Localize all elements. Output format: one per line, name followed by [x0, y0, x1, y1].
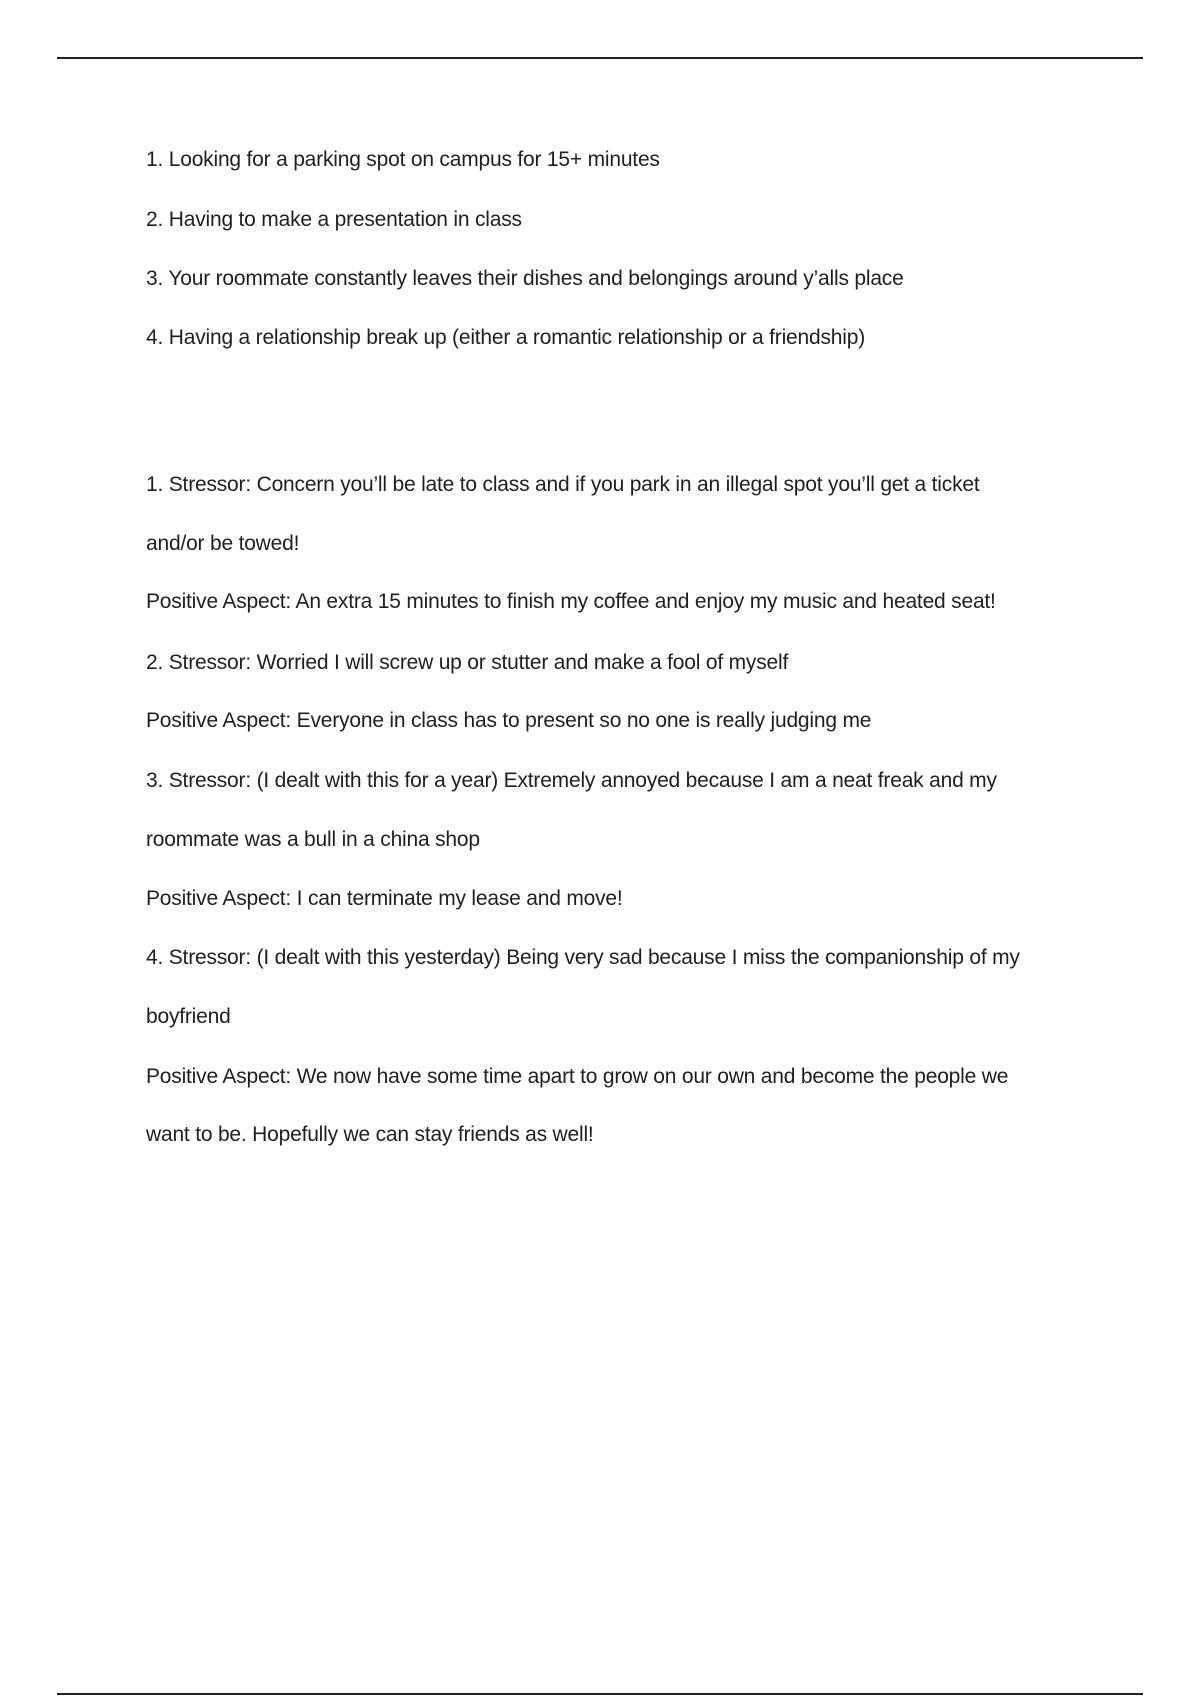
answer-line: Positive Aspect: Everyone in class has to present so no one is really judging me [146, 709, 872, 732]
list-item: 4. Having a relationship break up (either a romantic relationship or a friendship) [146, 326, 865, 349]
answer-line: 3. Stressor: (I dealt with this for a year) Extremely annoyed because I am a neat freak and my [146, 769, 997, 792]
answer-line: Positive Aspect: An extra 15 minutes to finish my coffee and enjoy my music and heated seat! [146, 590, 996, 613]
answer-line: want to be. Hopefully we can stay friends as well! [146, 1123, 594, 1146]
answer-line: boyfriend [146, 1005, 231, 1028]
bottom-rule [57, 1693, 1143, 1695]
answer-line: roommate was a bull in a china shop [146, 828, 480, 851]
answer-line: Positive Aspect: We now have some time apart to grow on our own and become the people we [146, 1065, 1009, 1088]
answer-line: 2. Stressor: Worried I will screw up or stutter and make a fool of myself [146, 651, 789, 674]
answer-line: 4. Stressor: (I dealt with this yesterday) Being very sad because I miss the companionship of my [146, 946, 1020, 969]
top-rule [57, 57, 1143, 59]
answer-line: 1. Stressor: Concern you’ll be late to class and if you park in an illegal spot you’ll get a ticket [146, 473, 980, 496]
list-item: 3. Your roommate constantly leaves their dishes and belongings around y’alls place [146, 267, 904, 290]
answer-line: and/or be towed! [146, 532, 300, 555]
answer-line: Positive Aspect: I can terminate my lease and move! [146, 887, 623, 910]
list-item: 2. Having to make a presentation in class [146, 208, 522, 231]
list-item: 1. Looking for a parking spot on campus for 15+ minutes [146, 148, 660, 171]
